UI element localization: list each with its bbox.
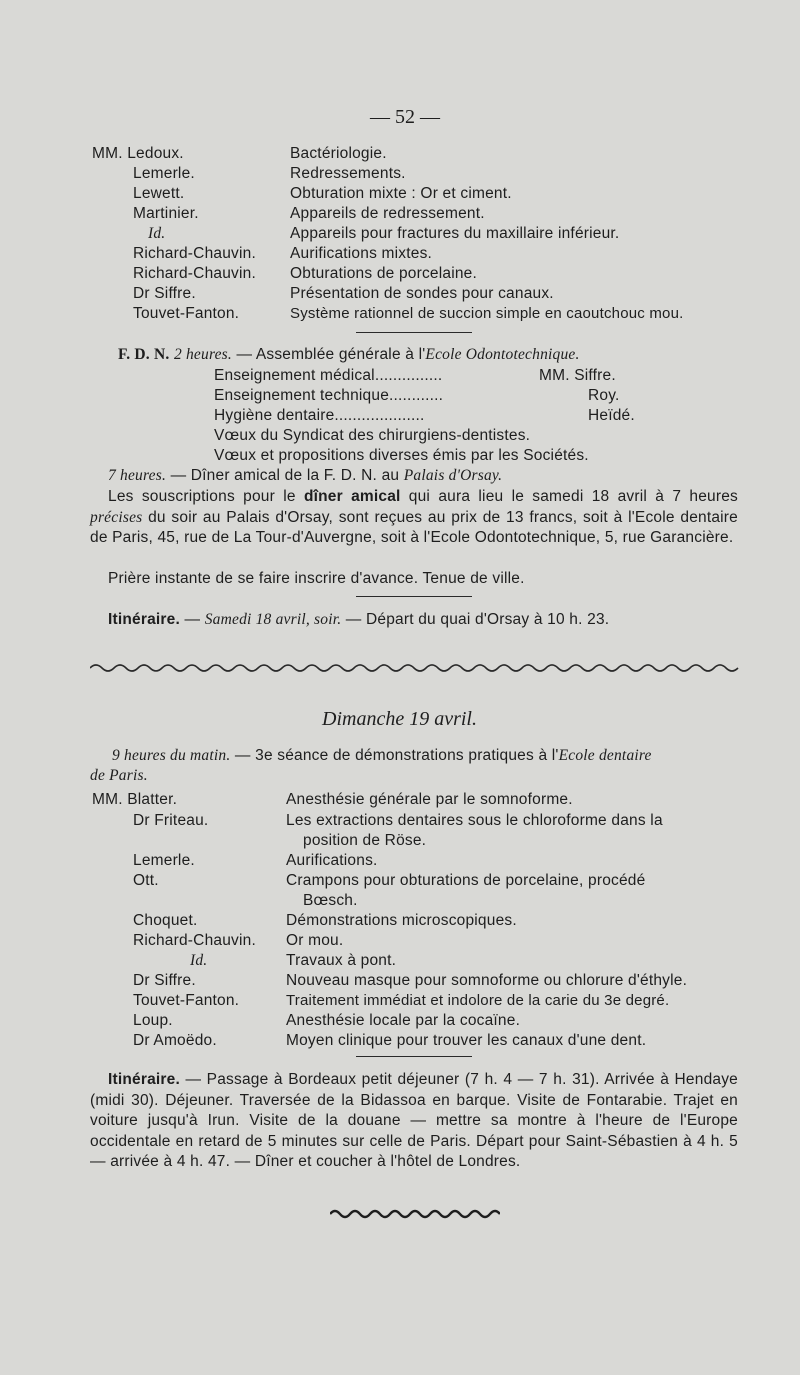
- speaker-name: Touvet-Fanton.: [133, 305, 240, 322]
- subscriptions-paragraph: Les souscriptions pour le dîner amical qui aura lieu le samedi 18 avril à 7 heures précises du soir au Palais d'Orsay, sont reçues au prix de 13 francs, soit à l'Ecole dentaire de Paris, 45, rue de La Tour-d'Auvergne, soit à l'Ecole Odontotechnique, 5, rue Garancière.: [90, 488, 738, 546]
- topic: Nouveau masque pour somnoforme ou chlorure d'éthyle.: [286, 972, 688, 989]
- speaker-name: Richard-Chauvin.: [133, 265, 256, 282]
- topic: Aurifications.: [286, 852, 378, 869]
- section-divider: [356, 332, 472, 333]
- topic: Anesthésie locale par la cocaïne.: [286, 1012, 521, 1029]
- speaker-name: Id.: [148, 225, 166, 242]
- dinner-line: [108, 466, 502, 486]
- fdn-item-label: Enseignement médical...............: [214, 367, 443, 384]
- section-divider: [356, 1056, 472, 1057]
- speaker-name: Dr Siffre.: [133, 972, 196, 989]
- topic: Anesthésie générale par le somnoforme.: [286, 791, 573, 808]
- topic: Appareils pour fractures du maxillaire inférieur.: [290, 225, 620, 242]
- fdn-item-person: MM. Siffre.: [539, 367, 616, 384]
- topic: Système rationnel de succion simple en caoutchouc mou.: [290, 305, 684, 322]
- speaker-name: Choquet.: [133, 912, 198, 929]
- speaker-name: Martinier.: [133, 205, 199, 222]
- fdn-voeux: Vœux du Syndicat des chirurgiens-dentistes.: [214, 427, 531, 444]
- speaker-name: Ott.: [133, 872, 159, 889]
- topic: Obturation mixte : Or et ciment.: [290, 185, 512, 202]
- ornament-wave: [90, 661, 740, 675]
- speaker-name: Lemerle.: [133, 852, 195, 869]
- speaker-name: Dr Friteau.: [133, 812, 209, 829]
- fdn-time: 2 heures.: [173, 346, 232, 363]
- speaker-name: Id.: [190, 952, 208, 969]
- topic: Traitement immédiat et indolore de la carie du 3e degré.: [286, 992, 670, 1009]
- fdn-item-person: Roy.: [588, 387, 620, 404]
- topic-cont: position de Röse.: [303, 832, 427, 849]
- speaker-name: Lewett.: [133, 185, 185, 202]
- sunday-title: Dimanche 19 avril.: [322, 708, 477, 730]
- itinerary-when: Samedi 18 avril, soir.: [204, 611, 342, 628]
- fdn-dash: — Assemblée générale à l': [232, 346, 426, 363]
- fdn-item-person: Heïdé.: [588, 407, 635, 424]
- topic: Bactériologie.: [290, 145, 387, 162]
- speaker-name: Dr Siffre.: [133, 285, 196, 302]
- fdn-prefix: F. D. N.: [118, 346, 170, 363]
- topic: Les extractions dentaires sous le chloroforme dans la: [286, 812, 663, 829]
- topic: Moyen clinique pour trouver les canaux d'une dent.: [286, 1032, 647, 1049]
- topic: Présentation de sondes pour canaux.: [290, 285, 554, 302]
- speaker-name: Dr Amoëdo.: [133, 1032, 217, 1049]
- topic: Démonstrations microscopiques.: [286, 912, 517, 929]
- itinerary-text: — Passage à Bordeaux petit déjeuner (7 h. 4 — 7 h. 31). Arrivée à Hendaye (midi 30). Déjeuner. Traversée de la Bidassoa en barque. Visite de Fontarabie. Trajet en voiture jusqu'à Irun. Visite de la douane — mettre sa montre à l'heure de l'Europe occidentale en retard de 5 minutes sur celle de Paris. Départ pour Saint-Sébastien à 4 h. 5 — arrivée à 4 h. 47. — Dîner et coucher à l'hôtel de Londres.: [90, 1071, 738, 1170]
- fdn-heading: [118, 345, 580, 365]
- speaker-name: Touvet-Fanton.: [133, 992, 240, 1009]
- section-divider: [356, 596, 472, 597]
- fdn-item-label: Hygiène dentaire....................: [214, 407, 425, 424]
- fdn-item-label: Enseignement technique............: [214, 387, 444, 404]
- itinerary-label: Itinéraire.: [108, 1071, 180, 1088]
- priere-line: Prière instante de se faire inscrire d'avance. Tenue de ville.: [108, 570, 525, 587]
- fdn-voeux: Vœux et propositions diverses émis par les Sociétés.: [214, 447, 589, 464]
- speaker-name: Loup.: [133, 1012, 173, 1029]
- dinner-place: Palais d'Orsay.: [403, 467, 503, 484]
- page-number: — 52 —: [370, 106, 440, 128]
- topic: Obturations de porcelaine.: [290, 265, 478, 282]
- ornament-wave-end: [330, 1207, 500, 1221]
- speaker-name: MM. Ledoux.: [92, 145, 184, 162]
- speaker-name: Lemerle.: [133, 165, 195, 182]
- topic: Redressements.: [290, 165, 406, 182]
- topic: Aurifications mixtes.: [290, 245, 433, 262]
- speaker-name: Richard-Chauvin.: [133, 932, 256, 949]
- fdn-place: Ecole Odontotechnique.: [425, 346, 580, 363]
- sunday-intro-cont: de Paris.: [90, 767, 148, 784]
- topic: Appareils de redressement.: [290, 205, 485, 222]
- topic: Crampons pour obturations de porcelaine, procédé: [286, 872, 646, 889]
- itinerary-sunday: [90, 1070, 738, 1173]
- dinner-time: 7 heures.: [108, 467, 167, 484]
- speaker-name: Richard-Chauvin.: [133, 245, 256, 262]
- itinerary-saturday: Itinéraire. — Samedi 18 avril, soir. — Départ du quai d'Orsay à 10 h. 23.: [108, 611, 610, 628]
- speaker-name: MM. Blatter.: [92, 791, 178, 808]
- dinner-text: — Dîner amical de la F. D. N. au: [166, 467, 404, 484]
- itinerary-label: Itinéraire.: [108, 611, 180, 628]
- topic: Travaux à pont.: [286, 952, 397, 969]
- sunday-intro: 9 heures du matin. — 3e séance de démonstrations pratiques à l'Ecole dentaire: [112, 747, 652, 764]
- topic-cont: Bœsch.: [303, 892, 358, 909]
- topic: Or mou.: [286, 932, 344, 949]
